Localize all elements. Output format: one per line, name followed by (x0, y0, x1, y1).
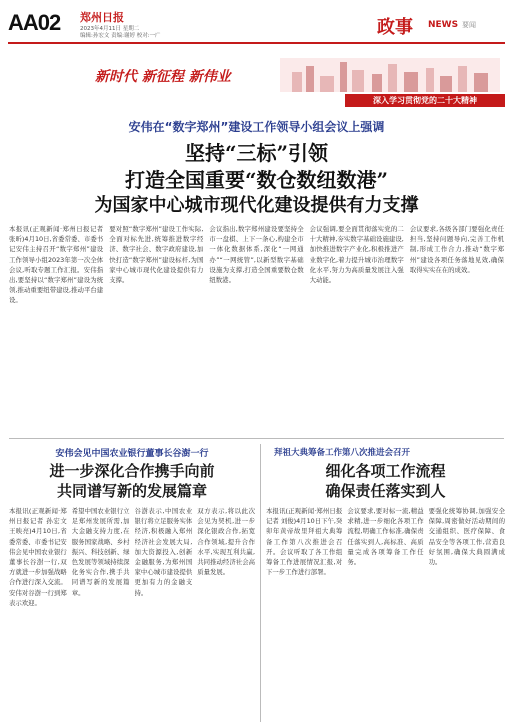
campaign-banner (95, 58, 505, 106)
story2-kicker: 安伟会见中国农业银行董事长谷澍一行 (55, 449, 209, 459)
lead-headline-1: 坚持“三标”引领 (184, 141, 328, 165)
section-divider (9, 438, 504, 439)
lead-column: 会议指出,数字郑州建设要坚持全市一盘棋、上下一条心,构建全市一体化数据体系,深化“一网通办”“一网统管”,以新型数字基础设施为支撑,打造全国重要数仓数纽数港。 (209, 225, 304, 285)
lead-column: 会议要求,各级各部门要强化责任担当,坚持问题导向,完善工作机制,形成工作合力,推动“数字郑州”建设各项任务落地见效,确保取得实实在在的成效。 (409, 225, 505, 274)
story3-column: 本报讯(正观新闻·郑州日报记者 刘俊)4月10日下午,癸卯年黄帝故里拜祖大典筹备工作第八次推进会召开。会议听取了各工作组筹备工作进展情况汇报,对下一步工作进行部署。 (266, 507, 343, 577)
paper-logo: 郑州日报 (80, 11, 124, 24)
story2-headline-2: 共同谱写新的发展篇章 (56, 482, 207, 500)
story3-kicker: 拜祖大典筹备工作第八次推进会召开 (274, 448, 411, 458)
issue-date: 2023年4月11日 星期二 (80, 26, 140, 32)
story3-column: 要强化统筹协调,加强安全保障,周密做好活动期间的交通组织、医疗保障、食品安全等各项工作,营造良好氛围,确保大典圆满成功。 (428, 507, 505, 567)
story2-column: 希望中国农业银行立足郑州发展所需,加大金融支持力度,在服务国家战略、乡村振兴、科技创新、绿色发展等领域持续深化务实合作,携手共同谱写新的发展篇章。 (71, 507, 130, 597)
editor-line: 编辑:孙宏文 责编:谢婷 校对:一广 (80, 33, 161, 39)
banner-slogan: 新时代 新征程 新伟业 (95, 69, 231, 85)
column-divider (260, 444, 261, 722)
lead-column: 要对照“数字郑州”建设工作实际,全面对标先进,统筹推进数字经济、数字社会、数字政府建设,加快打造“数字郑州”建设标杆,为国家中心城市现代化建设提供有力支撑。 (109, 225, 204, 285)
story2-column: 本报讯(正观新闻·郑州日报记者 孙宏文 王映亮)4月10日,省委常委、市委书记安伟会见中国农业银行董事长谷澍一行,双方就进一步加强战略合作进行深入交流。安伟对谷澍一行到郑表示欢迎。 (9, 507, 67, 607)
story2-body (9, 506, 255, 718)
masthead-divider (8, 42, 505, 44)
masthead (0, 0, 513, 50)
story3-column: 会议要求,要对标一流,精益求精,进一步细化各项工作流程,明确工作标准,确保责任落实到人,高标准、高质量完成各项筹备工作任务。 (347, 507, 424, 567)
story3-body (266, 506, 505, 718)
lead-headline-2: 打造全国重要“数仓数纽数港” (124, 168, 388, 192)
section-sub-label: 要闻 (462, 21, 476, 29)
story-abc-meeting (9, 446, 255, 721)
story-ancestor-ceremony (266, 446, 505, 721)
section-name: 政事 (377, 17, 413, 38)
skyline-illustration (280, 58, 500, 92)
lead-kicker: 安伟在“数字郑州”建设工作领导小组会议上强调 (128, 120, 385, 134)
lead-column: 会议强调,要全面贯彻落实党的二十大精神,夯实数字基础设施建设,加快推进数字产业化,积极推进产业数字化,着力提升城市治理数字化水平,努力为高质量发展注入强大动能。 (309, 225, 404, 285)
story2-column: 双方表示,将以此次会见为契机,进一步深化银政合作,拓宽合作领域,提升合作水平,实现互利共赢,共同推动经济社会高质量发展。 (197, 507, 255, 577)
banner-ribbon: 深入学习贯彻党的二十大精神 (345, 94, 505, 107)
story2-headline-1: 进一步深化合作携手向前 (49, 462, 215, 480)
lead-body (9, 224, 504, 434)
story2-column: 谷澍表示,中国农业银行将立足服务实体经济,积极融入郑州经济社会发展大局,加大资源投入,创新金融服务,为郑州国家中心城市建设提供更加有力的金融支持。 (134, 507, 193, 597)
lead-column: 本报讯(正观新闻·郑州日报记者 张昕)4月10日,省委常委、市委书记安伟主持召开“数字郑州”建设工作领导小组2023年第一次全体会议,听取专题工作汇报。安伟指出,要坚持以“数字郑州”建设为统领,推动重要纽带建设,推动平台建设。 (9, 225, 104, 305)
page-code: AA02 (8, 10, 61, 35)
lead-headline-3: 为国家中心城市现代化建设提供有力支撑 (94, 195, 419, 216)
story3-headline-1: 细化各项工作流程 (325, 462, 446, 480)
story3-headline-2: 确保责任落实到人 (325, 482, 446, 500)
section-news-label: NEWS (428, 20, 459, 30)
